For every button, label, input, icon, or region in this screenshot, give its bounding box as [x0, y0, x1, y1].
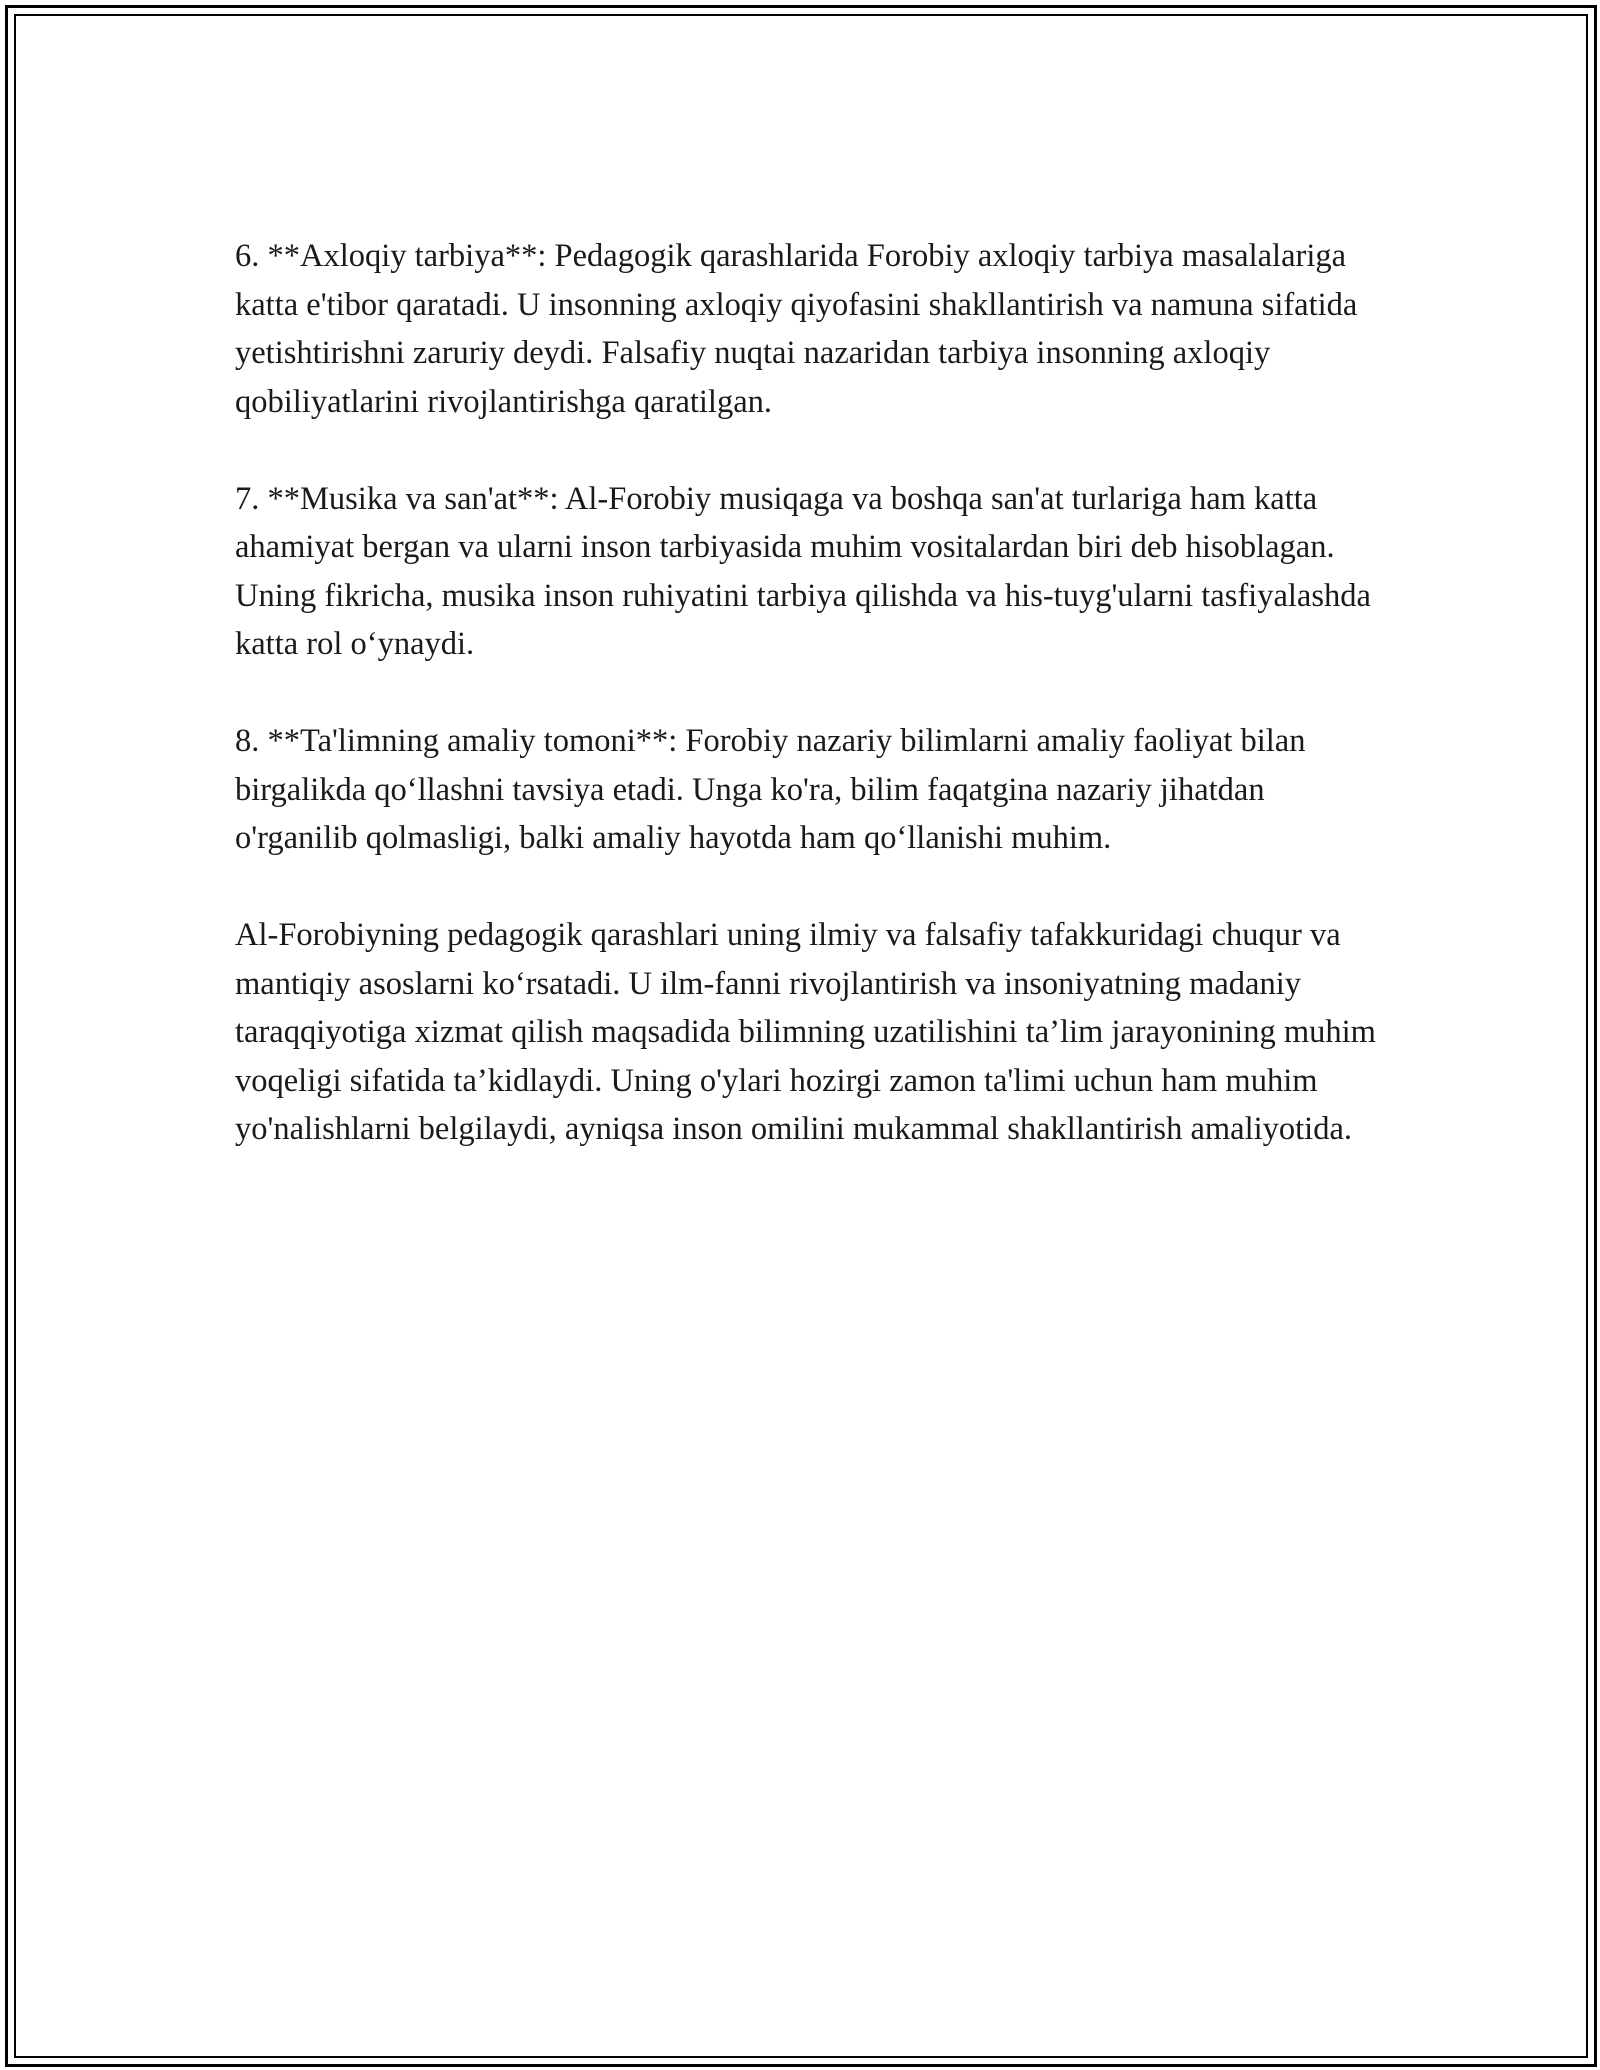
- paragraph-talimning-amaliy-tomoni: 8. **Ta'limning amaliy tomoni**: Forobiy nazariy bilimlarni amaliy faoliyat bilan birgalikda qo‘llashni tavsiya etadi. Unga ko'ra, bilim faqatgina nazariy jihatdan o'rganilib qolmasligi, balki amaliy hayotda ham qo‘llanishi muhim.: [235, 723, 1306, 856]
- paragraph-musika-va-sanat: 7. **Musika va san'at**: Al-Forobiy musiqaga va boshqa san'at turlariga ham katta ahamiyat bergan va ularni inson tarbiyasida muhim vositalardan biri deb hisoblagan. Uning fikricha, musika inson ruhiyatini tarbiya qilishda va his-tuyg'ularni tasfiyalashda katta rol o‘ynaydi.: [235, 480, 1371, 662]
- paragraph-axloqiy-tarbiya: 6. **Axloqiy tarbiya**: Pedagogik qarashlarida Forobiy axloqiy tarbiya masalalariga katta e'tibor qaratadi. U insonning axloqiy qiyofasini shakllantirish va namuna sifatida yetishtirishni zaruriy deydi. Falsafiy nuqtai nazaridan tarbiya insonning axloqiy qobiliyatlarini rivojlantirishga qaratilgan.: [235, 238, 1358, 420]
- paragraph-conclusion: Al-Forobiyning pedagogik qarashlari uning ilmiy va falsafiy tafakkuridagi chuqur va mantiqiy asoslarni ko‘rsatadi. U ilm-fanni rivojlantirish va insoniyatning madaniy taraqqiyotiga xizmat qilish maqsadida bilimning uzatilishini ta’lim jarayonining muhim voqeligi sifatida ta’kidlaydi. Uning o'ylari hozirgi zamon ta'limi uchun ham muhim yo'nalishlarni belgilaydi, ayniqsa inson omilini mukammal shakllantirish amaliyotida.: [235, 917, 1376, 1147]
- document-body: [235, 232, 1385, 1202]
